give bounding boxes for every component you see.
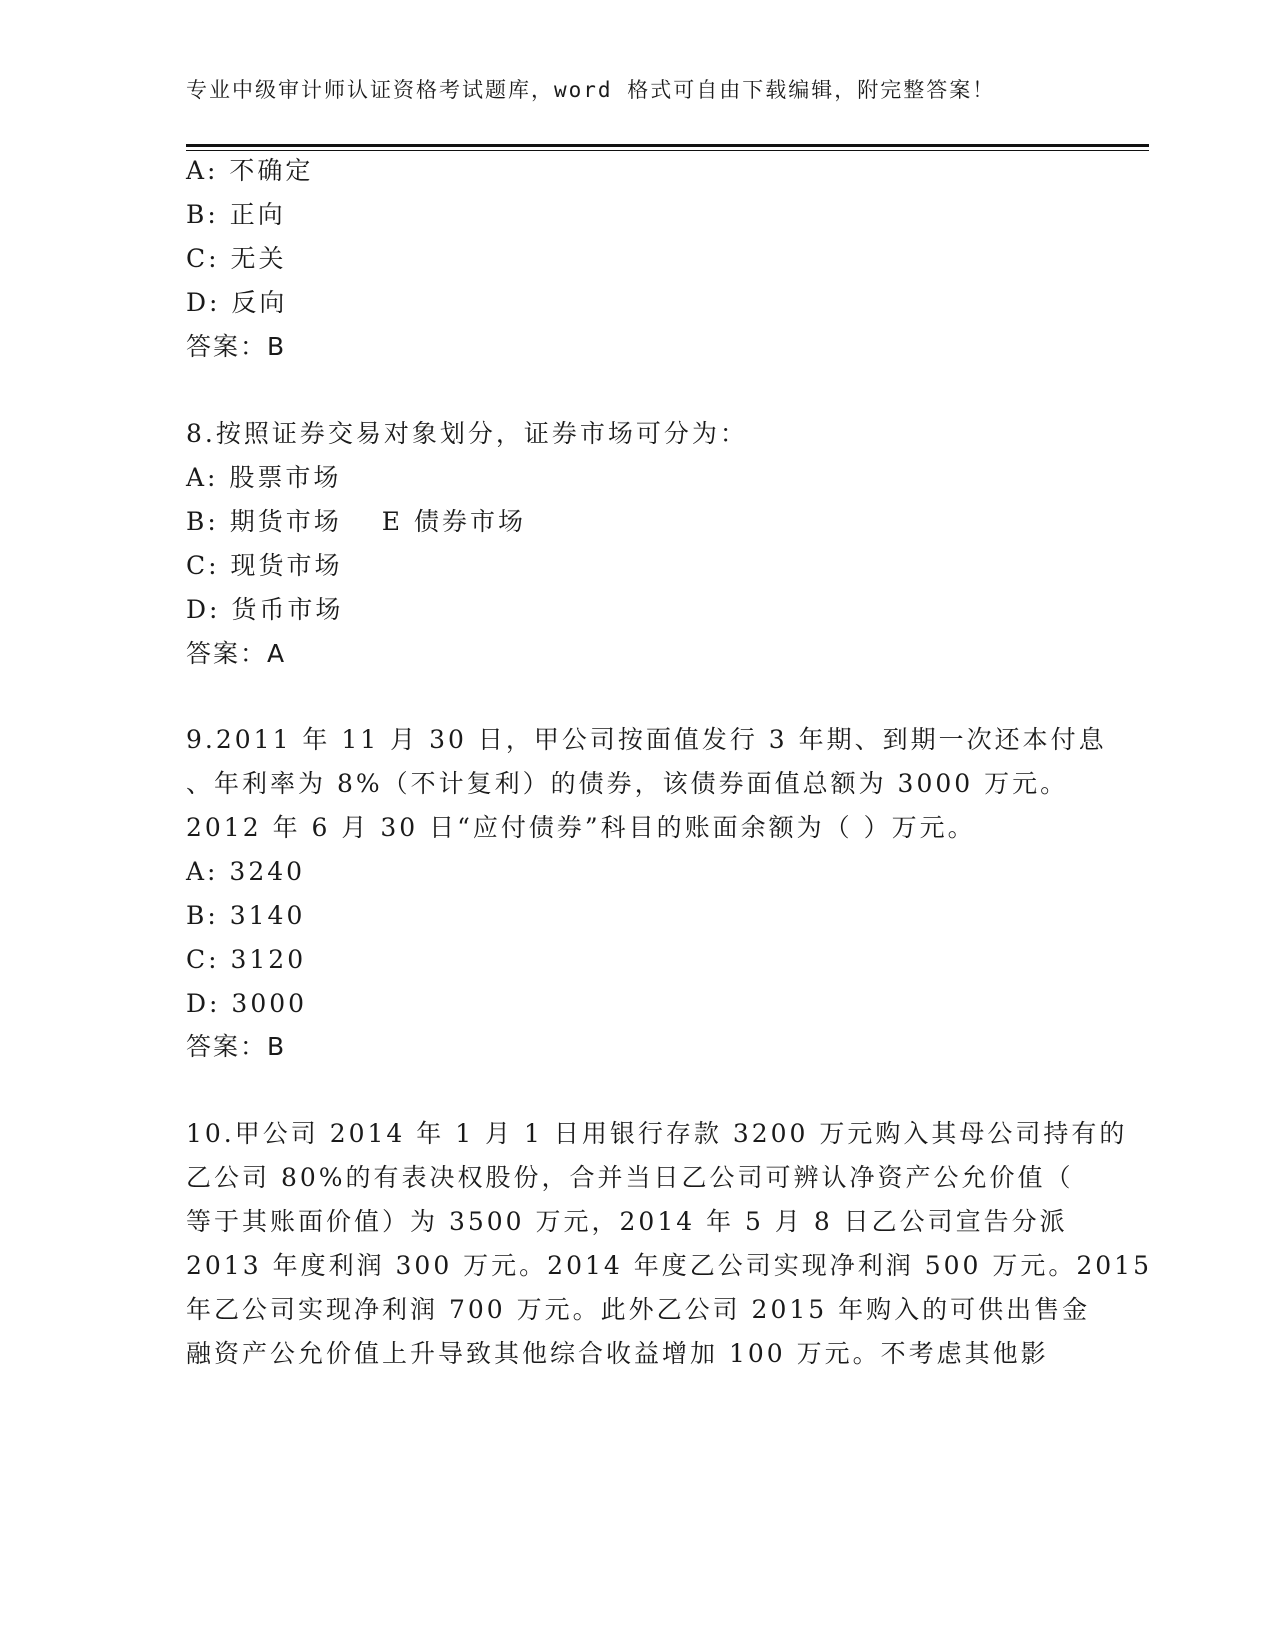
q7-option-c: C: 无关: [186, 244, 287, 273]
q9-option-d: D: 3000: [186, 989, 308, 1018]
document-header: 专业中级审计师认证资格考试题库，word 格式可自由下载编辑，附完整答案！: [186, 78, 996, 102]
q9-option-b: B: 3140: [186, 901, 306, 930]
q8-option-d: D: 货币市场: [186, 595, 344, 624]
q9-answer: 答案：B: [186, 1032, 287, 1061]
q9-option-c: C: 3120: [186, 945, 307, 974]
q9-stem-line: 2012 年 6 月 30 日“应付债券”科目的账面余额为（ ）万元。: [186, 813, 976, 842]
q8-option-c: C: 现货市场: [186, 551, 343, 580]
header-rule: [186, 144, 1149, 147]
q7-option-a: A: 不确定: [186, 156, 314, 185]
q7-option-d: D: 反向: [186, 288, 288, 317]
q10-stem-line: 等于其账面价值）为 3500 万元，2014 年 5 月 8 日乙公司宣告分派: [186, 1207, 1068, 1236]
q8-option-a: A: 股票市场: [186, 463, 342, 492]
q10-stem-line: 年乙公司实现净利润 700 万元。此外乙公司 2015 年购入的可供出售金: [186, 1295, 1091, 1324]
q7-option-b: B: 正向: [186, 200, 286, 229]
q9-stem-line: 9.2011 年 11 月 30 日，甲公司按面值发行 3 年期、到期一次还本付息: [186, 725, 1107, 754]
q8-option-e: E 债券市场: [381, 507, 526, 536]
q7-answer: 答案：B: [186, 332, 287, 361]
q10-stem-line: 乙公司 80%的有表决权股份，合并当日乙公司可辨认净资产公允价值（: [186, 1163, 1074, 1192]
q8-stem: 8.按照证券交易对象划分，证券市场可分为：: [186, 419, 748, 448]
q8-answer: 答案：A: [186, 639, 287, 668]
q10-stem-line: 融资产公允价值上升导致其他综合收益增加 100 万元。不考虑其他影: [186, 1339, 1049, 1368]
q8-option-b: B: 期货市场: [186, 507, 342, 536]
q10-stem-line: 2013 年度利润 300 万元。2014 年度乙公司实现净利润 500 万元。2015: [186, 1251, 1152, 1280]
q9-stem-line: 、年利率为 8%（不计复利）的债券，该债券面值总额为 3000 万元。: [186, 769, 1069, 798]
q8-option-row-b: [186, 506, 526, 538]
header-rule-thin: [186, 150, 1149, 151]
q9-option-a: A: 3240: [186, 857, 306, 886]
q10-stem-line: 10.甲公司 2014 年 1 月 1 日用银行存款 3200 万元购入其母公司持有的: [186, 1119, 1128, 1148]
